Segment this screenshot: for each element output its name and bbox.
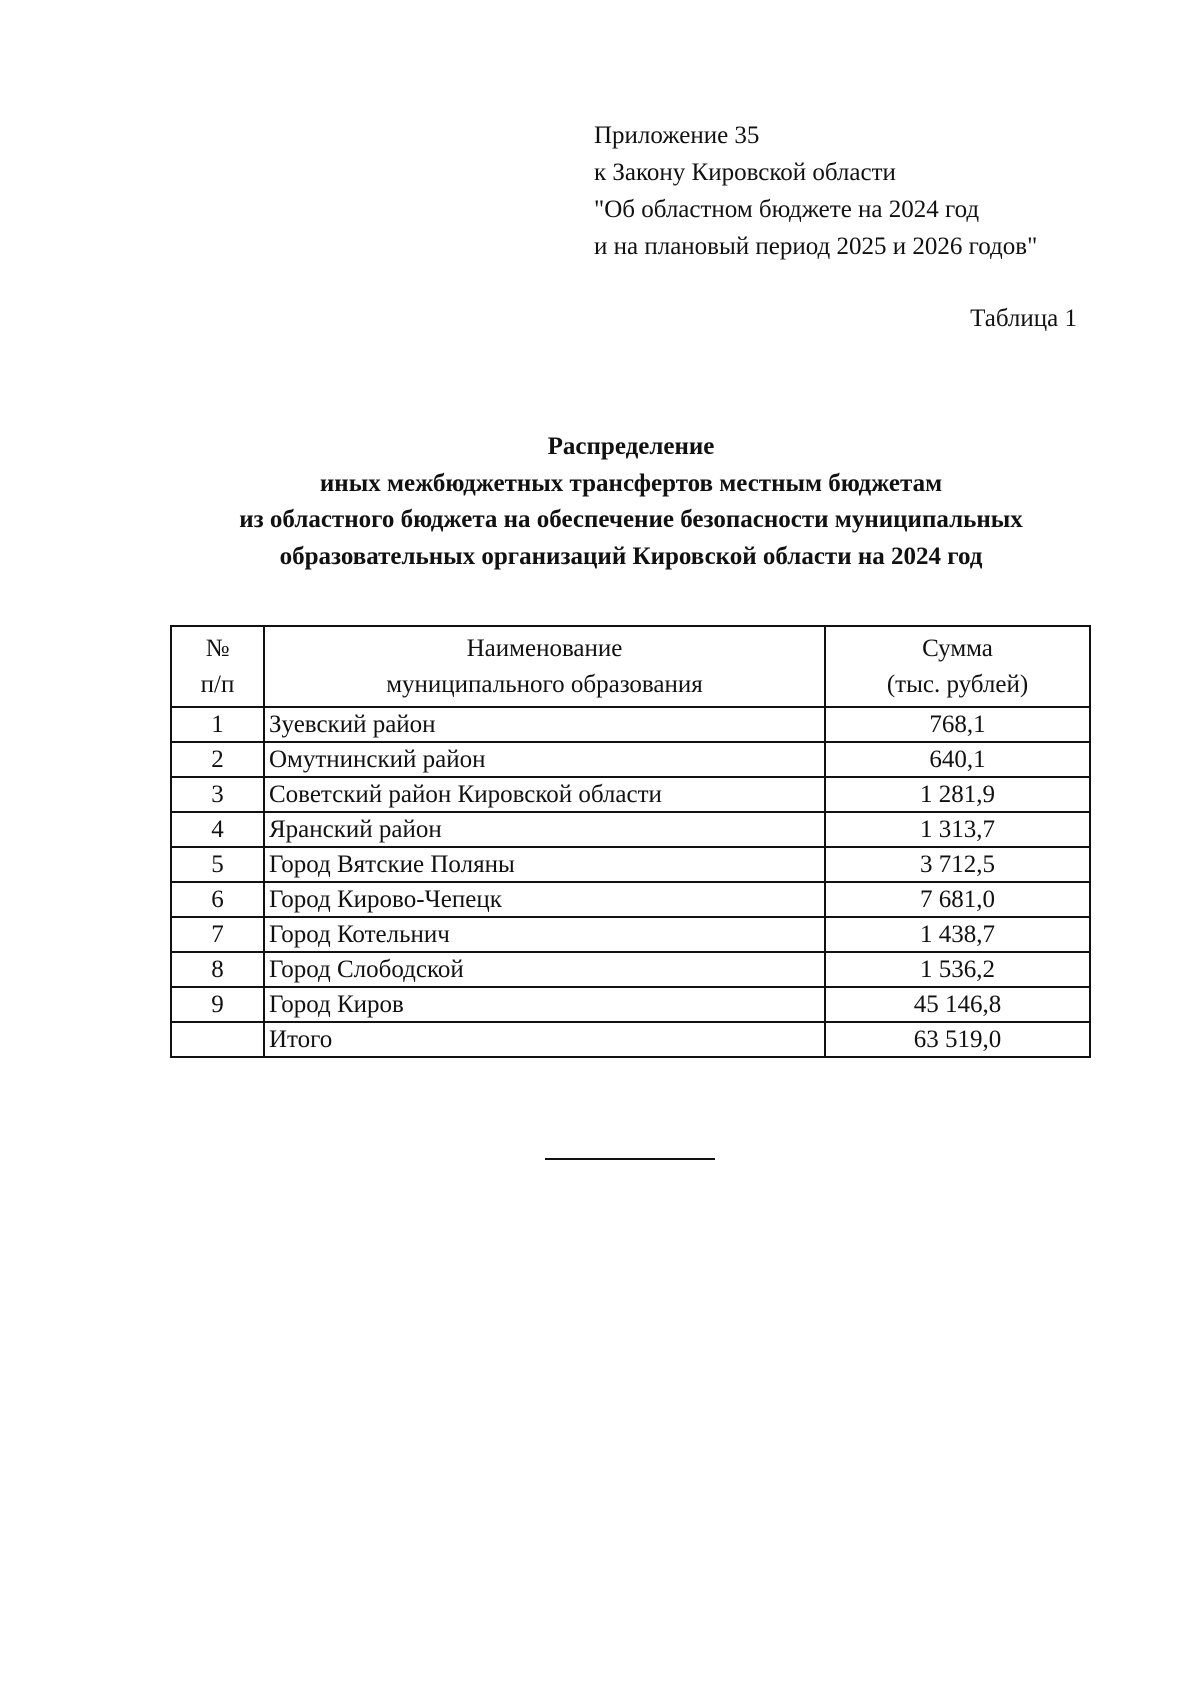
title-line: образовательных организаций Кировской области на 2024 год [279,542,983,570]
row-name: Город Киров [264,987,825,1022]
header-sum-line1: Сумма [922,634,993,662]
header-name-line2: муниципального образования [386,670,703,698]
appendix-reference [594,117,1037,265]
appendix-line: к Закону Кировской области [594,159,896,186]
row-number: 5 [171,847,264,882]
distribution-table [170,625,1091,1058]
table-header-row [171,626,1090,707]
header-number-line2: п/п [200,670,235,698]
row-number: 1 [171,707,264,742]
appendix-line: и на плановый период 2025 и 2026 годов" [594,233,1038,260]
total-label: Итого [264,1022,825,1057]
total-sum: 63 519,0 [825,1022,1090,1057]
table-row [171,952,1090,987]
title-line: иных межбюджетных трансфертов местным бюджетам [319,469,943,497]
row-name: Город Слободской [264,952,825,987]
header-name [264,626,825,707]
table-total-row [171,1022,1090,1057]
header-name-line1: Наименование [466,634,623,662]
row-sum: 7 681,0 [825,882,1090,917]
row-sum: 1 313,7 [825,812,1090,847]
header-sum-line2: (тыс. рублей) [886,670,1029,698]
table-row [171,777,1090,812]
table-number-label: Таблица 1 [970,305,1077,332]
row-name: Город Кирово-Чепецк [264,882,825,917]
row-name: Омутнинский район [264,742,825,777]
row-sum: 768,1 [825,707,1090,742]
row-name: Яранский район [264,812,825,847]
total-number [171,1022,264,1057]
row-number: 9 [171,987,264,1022]
end-of-document-rule [545,1158,715,1160]
appendix-line: "Об областном бюджете на 2024 год [594,196,980,223]
row-number: 6 [171,882,264,917]
header-number [171,626,264,707]
appendix-line: Приложение 35 [594,122,760,149]
row-name: Город Вятские Поляны [264,847,825,882]
table-row [171,917,1090,952]
row-sum: 1 536,2 [825,952,1090,987]
row-name: Советский район Кировской области [264,777,825,812]
row-name: Зуевский район [264,707,825,742]
document-title [0,429,1200,575]
row-sum: 640,1 [825,742,1090,777]
table-row [171,987,1090,1022]
row-sum: 1 438,7 [825,917,1090,952]
row-number: 3 [171,777,264,812]
row-number: 8 [171,952,264,987]
title-line: Распределение [547,433,715,460]
header-number-line1: № [205,634,230,662]
row-number: 7 [171,917,264,952]
table-row [171,742,1090,777]
title-line: из областного бюджета на обеспечение безопасности муниципальных [239,506,1023,533]
row-sum: 45 146,8 [825,987,1090,1022]
table-row [171,847,1090,882]
row-number: 4 [171,812,264,847]
row-sum: 3 712,5 [825,847,1090,882]
table-row [171,812,1090,847]
header-sum [825,626,1090,707]
row-sum: 1 281,9 [825,777,1090,812]
row-name: Город Котельнич [264,917,825,952]
table-row [171,707,1090,742]
row-number: 2 [171,742,264,777]
table-row [171,882,1090,917]
